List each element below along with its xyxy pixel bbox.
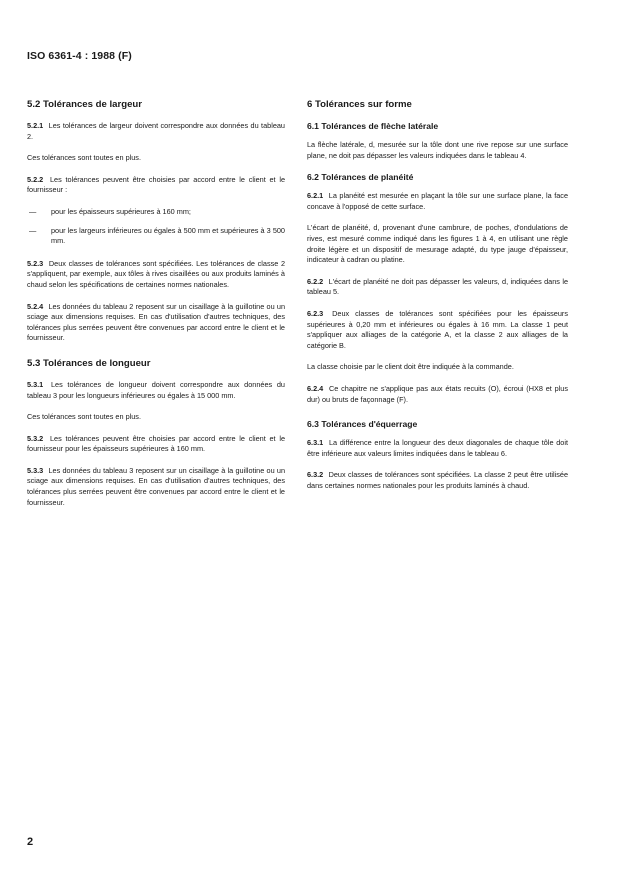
paragraph-6-2-1 — [307, 191, 568, 212]
clause-number: 6.3.1 — [307, 438, 324, 448]
paragraph-text: Ces tolérances sont toutes en plus. — [27, 153, 141, 163]
paragraph-5-2-4 — [27, 302, 285, 344]
dash-list-item — [27, 207, 285, 218]
clause-number: 5.3.1 — [27, 379, 44, 389]
clause-number: 5.2.4 — [27, 301, 44, 311]
clause-text: Les tolérances de longueur doivent correspondre aux données du tableau 3 pour les longueurs inférieures ou égales à 15 000 mm. — [27, 379, 285, 400]
paragraph-6-3-2 — [307, 470, 568, 491]
page-number: 2 — [27, 836, 34, 848]
clause-text: Les tolérances peuvent être choisies par accord entre le client et le fournisseur : — [27, 174, 285, 195]
paragraph-text: La classe choisie par le client doit être indiquée à la commande. — [307, 362, 514, 372]
paragraph-text: Ces tolérances sont toutes en plus. — [27, 412, 141, 422]
clause-text: Deux classes de tolérances sont spécifiées. La classe 2 peut être utilisée dans certaines normes nationales pour les produits laminés à chaud. — [307, 470, 569, 490]
clause-number: 5.3.3 — [27, 465, 44, 475]
section-6-heading: 6 Tolérances sur forme — [307, 99, 412, 110]
paragraph-5-2-1 — [27, 121, 285, 142]
paragraph-5-3-3 — [27, 466, 285, 508]
clause-number: 5.2.2 — [27, 174, 44, 184]
clause-text: Les tolérances de largeur doivent correspondre aux données du tableau 2. — [27, 121, 285, 141]
paragraph-6-3-1 — [307, 438, 568, 459]
paragraph-5-3-2 — [27, 434, 285, 455]
section-5-3-heading: 5.3 Tolérances de longueur — [27, 357, 151, 369]
clause-text: Les données du tableau 3 reposent sur un cisaillage à la guillotine ou un sciage aux dimensions requises. En cas d'utilisation d'autres techniques, des tolérances plus serrées peuvent être convenues par accord entre le client et le fournisseur. — [27, 465, 285, 507]
section-5-2-heading: 5.2 Tolérances de largeur — [27, 99, 142, 110]
clause-number: 5.2.3 — [27, 258, 44, 268]
clause-text: La différence entre la longueur des deux diagonales de chaque tôle doit être inférieure aux valeurs limites indiquées dans le tableau 6. — [307, 438, 568, 458]
clause-text: Deux classes de tolérances sont spécifiées. Les tolérances de classe 2 s'appliquent, par exemple, aux tôles à rives cisaillées ou aux produits laminés à chaud selon les spécifications de certaines normes nationales. — [27, 258, 286, 289]
paragraph-5-3-1 — [27, 380, 285, 401]
document-header: ISO 6361-4 : 1988 (F) — [27, 50, 132, 62]
clause-text: Les données du tableau 2 reposent sur un cisaillage à la guillotine ou un sciage aux dimensions requises. En cas d'utilisation d'autres techniques, des tolérances plus serrées peuvent être convenues par accord entre le client et le fournisseur. — [27, 301, 285, 343]
paragraph-6-2-4 — [307, 384, 568, 405]
clause-text: Les tolérances peuvent être choisies par accord entre le client et le fournisseur pour les épaisseurs supérieures à 160 mm. — [27, 433, 285, 454]
clause-text: L'écart de planéité ne doit pas dépasser les valeurs, d, indiquées dans le tableau 5. — [307, 276, 568, 297]
section-6-1-heading: 6.1 Tolérances de flèche latérale — [307, 121, 439, 131]
list-item-text: pour les largeurs inférieures ou égales à 500 mm et supérieures à 3 500 mm. — [51, 225, 285, 246]
clause-number: 5.2.1 — [27, 121, 44, 130]
section-6-3-heading: 6.3 Tolérances d'équerrage — [307, 419, 418, 430]
clause-number: 6.2.4 — [307, 383, 324, 393]
clause-number: 6.2.3 — [307, 308, 324, 318]
clause-number: 6.2.2 — [307, 276, 324, 286]
paragraph-5-2-3 — [27, 259, 285, 291]
clause-number: 6.3.2 — [307, 470, 324, 480]
dash-marker: — — [29, 225, 37, 235]
clause-number: 5.3.2 — [27, 433, 44, 443]
clause-text: Deux classes de tolérances sont spécifiées pour les épaisseurs supérieures à 0,20 mm et inférieures ou égales à 16 mm. La classe 1 peut s'appliquer aux alliages de la catégorie A, et la classe 2 aux alliages de la catégorie B. — [307, 308, 568, 350]
paragraph-6-2-3 — [307, 309, 568, 351]
dash-list-item — [27, 226, 285, 247]
paragraph-6-1: La flèche latérale, d, mesurée sur la tôle dont une rive repose sur une surface plane, ne doit pas dépasser les valeurs indiquées dans le tableau 4. — [307, 140, 568, 160]
left-column — [27, 99, 285, 519]
paragraph-6-2-2 — [307, 277, 568, 298]
clause-number: 6.2.1 — [307, 191, 324, 201]
paragraph-text: L'écart de planéité, d, provenant d'une cambrure, de poches, d'ondulations de rives, est mesuré comme indiqué dans les figures 1 à 4, en utilisant une règle droite légère et un dispositif de mesurage adapté, du type jauge d'épaisseur, indicateur à cadran ou platine. — [307, 223, 568, 265]
list-item-text: pour les épaisseurs supérieures à 160 mm; — [51, 206, 191, 216]
clause-text: Ce chapitre ne s'applique pas aux états recuits (O), écroui (HX8 et plus dur) ou bruts de façonnage (F). — [307, 383, 568, 404]
paragraph-5-2-2 — [27, 175, 285, 196]
clause-text: La planéité est mesurée en plaçant la tôle sur une surface plane, la face concave à l'opposé de cette surface. — [307, 191, 569, 211]
section-6-2-heading: 6.2 Tolérances de planéité — [307, 172, 414, 183]
right-column — [307, 99, 568, 502]
dash-marker: — — [29, 206, 37, 216]
